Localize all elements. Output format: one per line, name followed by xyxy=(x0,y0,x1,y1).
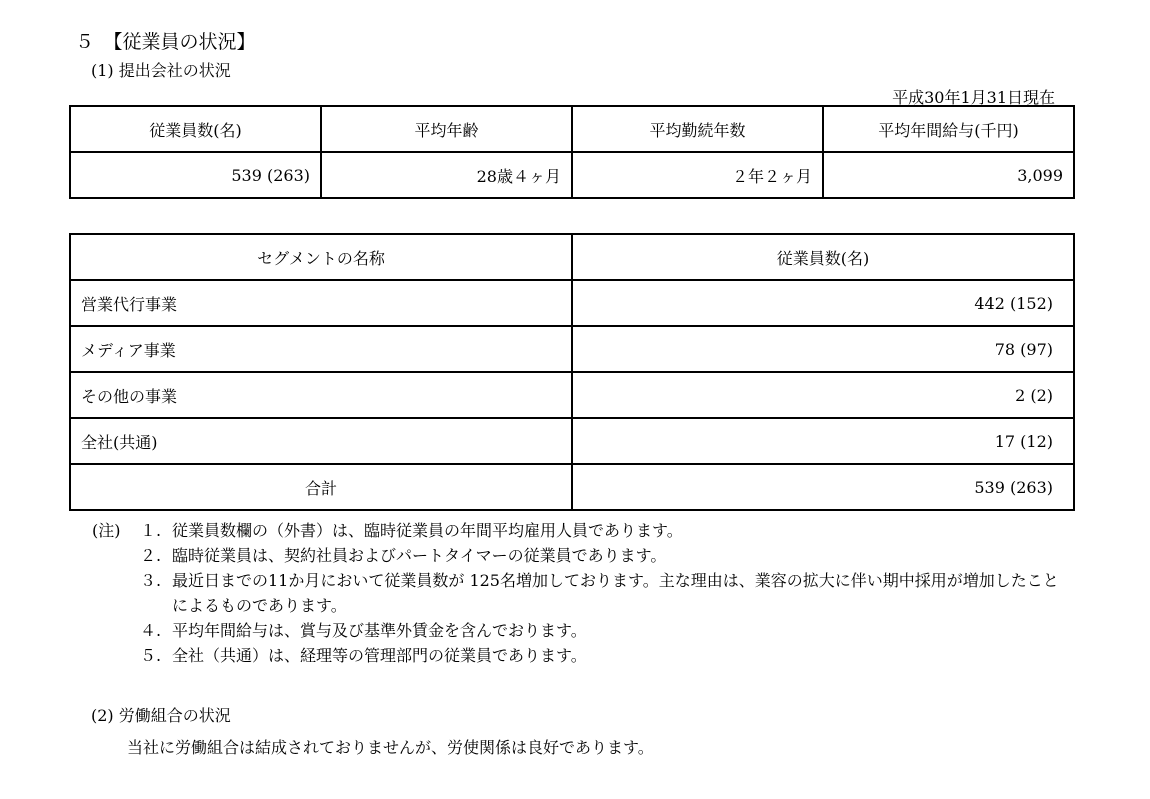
header-employee-count: 従業員数(名) xyxy=(70,106,321,152)
header-segment-count: 従業員数(名) xyxy=(572,234,1074,280)
table-total-row xyxy=(70,464,1074,510)
segment-name: その他の事業 xyxy=(70,372,572,418)
header-segment-name: セグメントの名称 xyxy=(70,234,572,280)
segment-count: 78 (97) xyxy=(572,326,1074,372)
notes-lead: (注) xyxy=(92,521,121,540)
note-text: 従業員数欄の（外書）は、臨時従業員の年間平均雇用人員であります。 xyxy=(172,521,683,540)
table-header-row xyxy=(70,106,1074,152)
value-average-salary: 3,099 xyxy=(823,152,1074,198)
total-label: 合計 xyxy=(70,464,572,510)
value-average-tenure: ２年２ヶ月 xyxy=(572,152,823,198)
note-text: 全社（共通）は、経理等の管理部門の従業員であります。 xyxy=(172,646,587,665)
note-number: ４. xyxy=(140,621,162,640)
segment-count: 442 (152) xyxy=(572,280,1074,326)
note-number: ２. xyxy=(140,546,162,565)
segment-name: 営業代行事業 xyxy=(70,280,572,326)
note-item xyxy=(92,568,1072,618)
total-count: 539 (263) xyxy=(572,464,1074,510)
note-number: ３. xyxy=(140,571,162,590)
notes xyxy=(92,518,1072,668)
union-text: 当社に労働組合は結成されておりませんが、労使関係は良好であります。 xyxy=(127,738,654,757)
note-text: 臨時従業員は、契約社員およびパートタイマーの従業員であります。 xyxy=(172,546,667,565)
table-row xyxy=(70,280,1074,326)
employee-summary-table xyxy=(69,105,1075,199)
table-header-row xyxy=(70,234,1074,280)
note-number: ５. xyxy=(140,646,162,665)
note-text: 平均年間給与は、賞与及び基準外賃金を含んでおります。 xyxy=(172,621,587,640)
note-item xyxy=(92,518,1072,543)
segment-count: 17 (12) xyxy=(572,418,1074,464)
as-of-date: 平成30年1月31日現在 xyxy=(892,88,1055,107)
value-employee-count: 539 (263) xyxy=(70,152,321,198)
segment-count: 2 (2) xyxy=(572,372,1074,418)
section-title: ５ 【従業員の状況】 xyxy=(75,31,256,53)
value-average-age: 28歳４ヶ月 xyxy=(321,152,572,198)
note-item xyxy=(92,543,1072,568)
header-average-age: 平均年齢 xyxy=(321,106,572,152)
segment-employee-table xyxy=(69,233,1075,511)
table-row xyxy=(70,418,1074,464)
note-number: １. xyxy=(140,521,162,540)
note-item xyxy=(92,618,1072,643)
note-text: 最近日までの11か月において従業員数が 125名増加しております。主な理由は、業容の拡大に伴い期中採用が増加したことによるものであります。 xyxy=(172,571,1059,615)
subsection-title-union: (2) 労働組合の状況 xyxy=(91,706,231,725)
table-row xyxy=(70,372,1074,418)
note-item xyxy=(92,643,1072,668)
header-average-tenure: 平均勤続年数 xyxy=(572,106,823,152)
subsection-title-company: (1) 提出会社の状況 xyxy=(91,61,231,80)
segment-name: 全社(共通) xyxy=(70,418,572,464)
segment-name: メディア事業 xyxy=(70,326,572,372)
header-average-salary: 平均年間給与(千円) xyxy=(823,106,1074,152)
table-row xyxy=(70,152,1074,198)
table-row xyxy=(70,326,1074,372)
